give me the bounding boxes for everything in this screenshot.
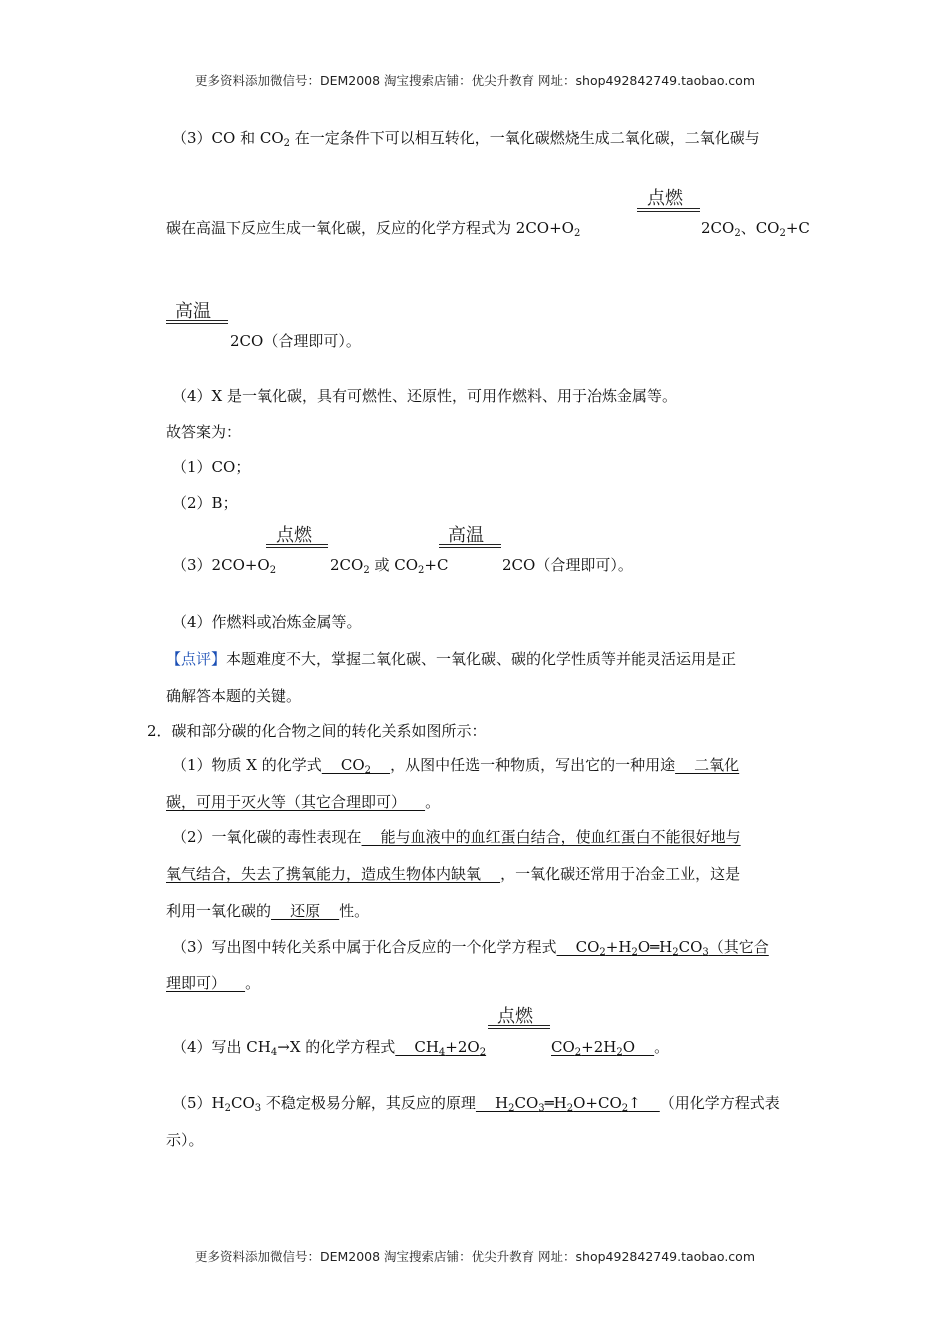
p3-line2b: $2CO_2$、$CO_2+C$ xyxy=(701,219,810,239)
q2-s2-line1: （2）一氧化碳的毒性表现在 能与血液中的血红蛋白结合，使血红蛋白不能很好地与 xyxy=(172,828,741,846)
q2-s1-line2: 碳，可用于灭火等（其它合理即可） 。 xyxy=(166,793,441,811)
p3-line3: 2CO（合理即可）。 xyxy=(230,332,361,350)
p4-text: （4）X 是一氧化碳，具有可燃性、还原性，可用作燃料、用于冶炼金属等。 xyxy=(172,387,677,405)
equals-double-line-5 xyxy=(488,1025,550,1029)
review-line2: 确解答本题的关键。 xyxy=(166,687,302,705)
q2-s4-right: $CO_2+2H_2O$ 。 xyxy=(551,1038,670,1058)
condition-ignite-2: 点燃 xyxy=(276,525,312,546)
answer-2: （2）B； xyxy=(172,494,238,512)
condition-hightemp-1: 高温 xyxy=(175,301,211,322)
q2-s5-line2: 示）。 xyxy=(166,1131,204,1149)
answer-3c: 2CO（合理即可）。 xyxy=(502,556,633,574)
condition-ignite-3: 点燃 xyxy=(497,1006,533,1027)
answer-4: （4）作燃料或冶炼金属等。 xyxy=(172,613,362,631)
answer-title: 故答案为： xyxy=(166,423,242,441)
equals-double-line-4 xyxy=(439,544,501,548)
equals-double-line-2 xyxy=(166,320,228,324)
page-header: 更多资料添加微信号：DEM2008 淘宝搜索店铺：优尖升教育 网址：shop492842749.taobao.com xyxy=(194,73,756,88)
page-footer: 更多资料添加微信号：DEM2008 淘宝搜索店铺：优尖升教育 网址：shop492842749.taobao.com xyxy=(194,1249,756,1264)
q2-s4-left: （4）写出 $CH_4\to X$ 的化学方程式 $CH_4+2O_2$ xyxy=(172,1038,487,1058)
q2-title: 2．碳和部分碳的化合物之间的转化关系如图所示： xyxy=(147,722,487,740)
equals-double-line-3 xyxy=(266,544,328,548)
answer-1: （1）CO； xyxy=(172,458,251,476)
q2-s1-line1: （1）物质 X 的化学式 $CO_2$ ，从图中任选一种物质，写出它的一种用途 二氧化 xyxy=(172,756,740,776)
q2-s3-line2: 理即可） 。 xyxy=(166,974,261,992)
answer-3a: $(3)2CO+O_2$ xyxy=(172,556,277,576)
equals-double-line-1 xyxy=(637,208,700,212)
condition-ignite-1: 点燃 xyxy=(647,188,683,209)
review-tag: 【点评】 xyxy=(166,650,227,668)
q2-s5-line1: $(5)H_2CO_3$ 不稳定极易分解，其反应的原理 $H_2CO_3═H_2O+CO_2↑$ （用化学方程式表 xyxy=(172,1094,780,1114)
condition-hightemp-2: 高温 xyxy=(448,525,484,546)
answer-3b: $2CO_2$ 或 $CO_2+C$ xyxy=(330,556,449,576)
q2-s3-line1: （3）写出图中转化关系中属于化合反应的一个化学方程式 $CO_2+H_2O═H_2CO_3$（其它合 xyxy=(172,938,769,958)
q2-s2-line2: 氧气结合，失去了携氧能力，造成生物体内缺氧 ，一氧化碳还常用于冶金工业，这是 xyxy=(166,865,741,883)
p3-line1: （3）CO 和 $CO_2$ 在一定条件下可以相互转化，一氧化碳燃烧生成二氧化碳，二氧化碳与 xyxy=(172,129,760,149)
p3-line2a: 碳在高温下反应生成一氧化碳，反应的化学方程式为 $2CO+O_2$ xyxy=(166,219,581,239)
review-line1: 【点评】本题难度不大，掌握二氧化碳、一氧化碳、碳的化学性质等并能灵活运用是正 xyxy=(166,650,737,668)
q2-s2-line3: 利用一氧化碳的 还原 性。 xyxy=(166,902,370,920)
